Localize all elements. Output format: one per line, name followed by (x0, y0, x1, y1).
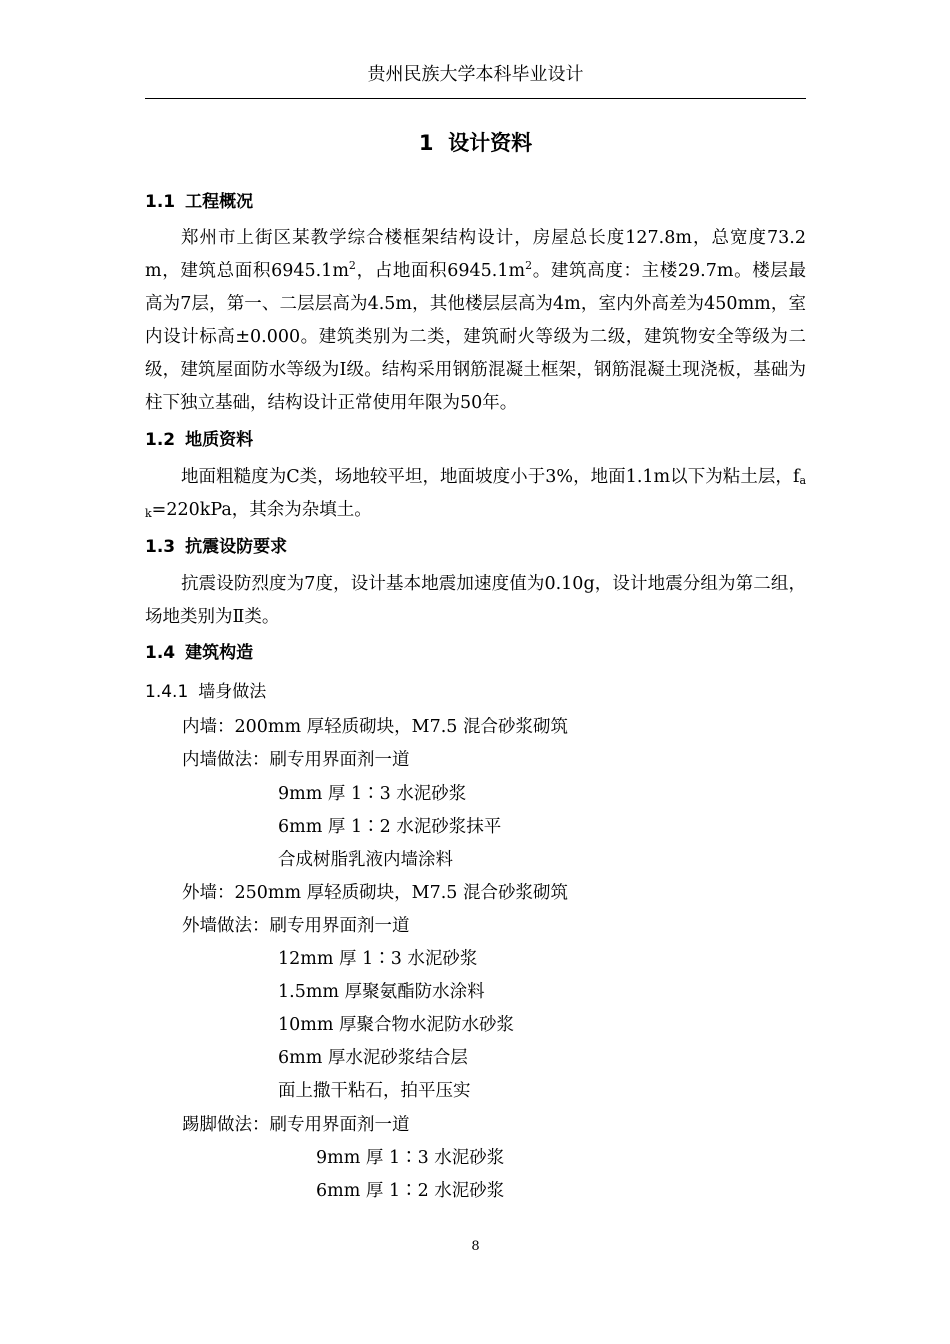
chapter-title (145, 128, 806, 158)
section-number: 1.3 (145, 537, 176, 557)
subsection-number: 1.4.1 (145, 682, 189, 702)
section-1-4-heading (145, 641, 253, 665)
wall-line: 6mm 厚 1∶2 水泥砂浆抹平 (278, 817, 502, 837)
superscript: 2 (525, 259, 533, 273)
text-run: =220kPa，其余为杂填土。 (151, 500, 372, 520)
wall-line: 12mm 厚 1∶3 水泥砂浆 (278, 949, 478, 969)
section-1-3-heading (145, 535, 287, 559)
chapter-title-text: 设计资料 (448, 131, 533, 155)
subsection-title: 墙身做法 (198, 682, 267, 702)
section-title: 建筑构造 (185, 643, 254, 663)
wall-line: 合成树脂乳液内墙涂料 (278, 850, 453, 870)
wall-line: 1.5mm 厚聚氨酯防水涂料 (278, 982, 485, 1002)
wall-line: 外墙：250mm 厚轻质砌块，M7.5 混合砂浆砌筑 (182, 883, 568, 903)
section-title: 地质资料 (185, 430, 254, 450)
section-number: 1.1 (145, 192, 176, 212)
subscript: ak (145, 474, 806, 520)
section-1-1-paragraph (145, 222, 806, 420)
section-1-2-heading (145, 428, 253, 452)
section-1-3-paragraph: 抗震设防烈度为7度，设计基本地震加速度值为0.10g，设计地震分组为第二组，场地类别为Ⅱ类。 (145, 574, 806, 627)
section-title: 工程概况 (185, 192, 254, 212)
wall-line: 内墙：200mm 厚轻质砌块，M7.5 混合砂浆砌筑 (182, 717, 568, 737)
wall-line: 6mm 厚水泥砂浆结合层 (278, 1048, 468, 1068)
wall-line: 9mm 厚 1∶3 水泥砂浆 (278, 784, 467, 804)
wall-line: 面上撒干粘石，拍平压实 (278, 1081, 471, 1101)
text-run: 郑州市上街区某教学综合楼框架结构设计，房屋总长度127.8m，总宽度73.2m，建筑总面积6945.1m (145, 228, 806, 281)
wall-line: 外墙做法：刷专用界面剂一道 (182, 916, 410, 936)
superscript: 2 (348, 259, 356, 273)
page-header: 贵州民族大学本科毕业设计 (367, 64, 584, 85)
header-rule (145, 98, 806, 99)
section-number: 1.2 (145, 430, 176, 450)
section-1-1-heading (145, 190, 253, 214)
text-run: 。建筑高度：主楼29.7m。楼层最高为7层，第一、二层层高为4.5m，其他楼层层高为4m，室内外高差为450mm，室内设计标高±0.000。建筑类别为二类，建筑耐火等级为二级，建筑物安全等级为二级，建筑屋面防水等级为Ⅰ级。结构采用钢筋混凝土框架，钢筋混凝土现浇板，基础为柱下独立基础，结构设计正常使用年限为50年。 (145, 261, 807, 413)
text-run: ，占地面积6945.1m (355, 261, 526, 281)
section-number: 1.4 (145, 643, 176, 663)
wall-line: 内墙做法：刷专用界面剂一道 (182, 750, 410, 770)
wall-line: 踢脚做法：刷专用界面剂一道 (182, 1115, 410, 1135)
chapter-number: 1 (418, 131, 434, 155)
wall-line: 9mm 厚 1∶3 水泥砂浆 (316, 1148, 505, 1168)
wall-line: 6mm 厚 1∶2 水泥砂浆 (316, 1181, 505, 1201)
section-title: 抗震设防要求 (185, 537, 288, 557)
section-1-2-paragraph (145, 461, 806, 527)
page-number: 8 (471, 1239, 480, 1254)
wall-line: 10mm 厚聚合物水泥防水砂浆 (278, 1015, 515, 1035)
subsection-1-4-1-heading (145, 680, 266, 704)
text-run: 地面粗糙度为C类，场地较平坦，地面坡度小于3%，地面1.1m以下为粘土层，f (181, 467, 800, 487)
